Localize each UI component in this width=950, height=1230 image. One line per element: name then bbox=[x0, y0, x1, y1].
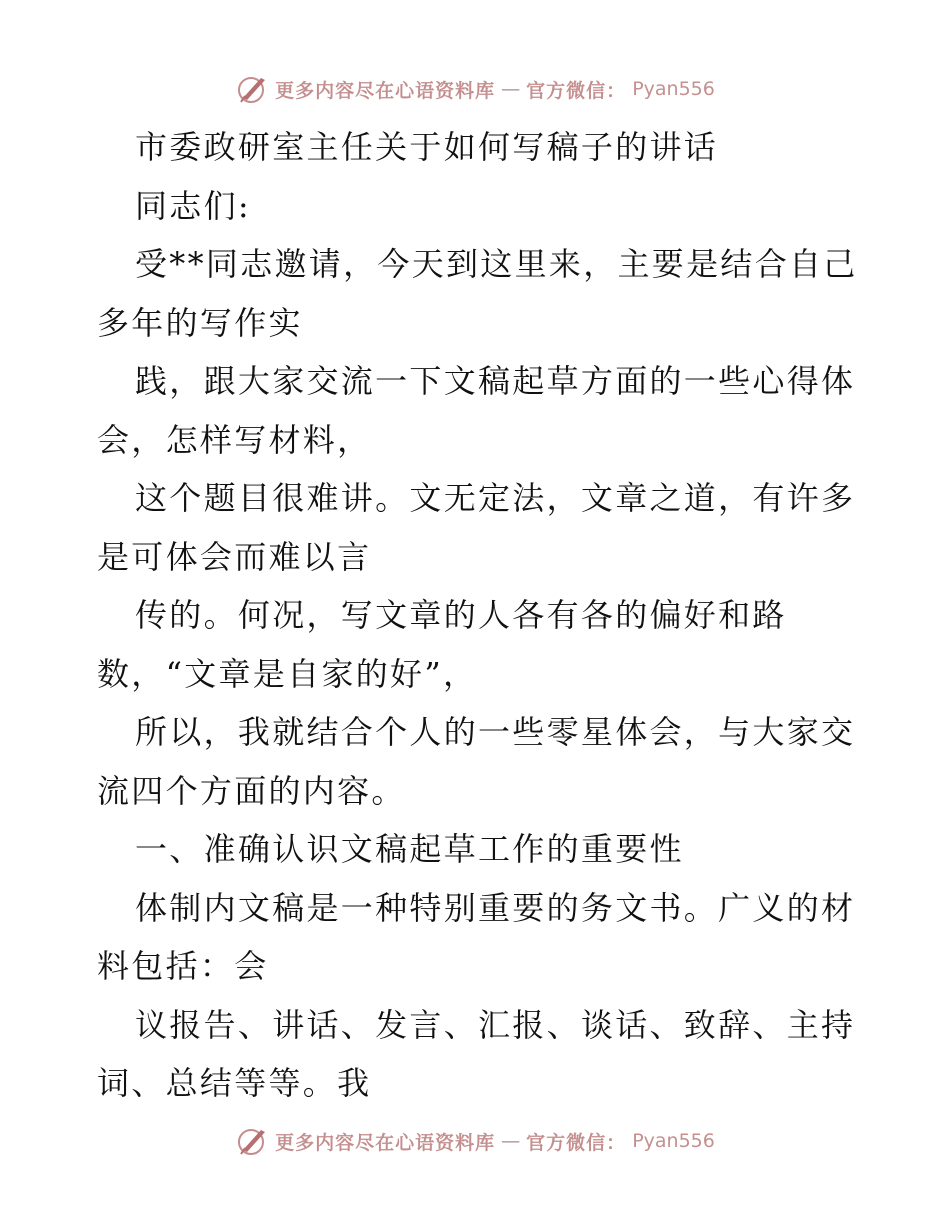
paragraph-line: 词、总结等等。我 bbox=[97, 1064, 372, 1102]
quill-pen-circle-icon bbox=[235, 1124, 269, 1158]
header-watermark bbox=[0, 72, 950, 106]
paragraph-line: 传的。何况，写文章的人各有各的偏好和路 bbox=[135, 596, 787, 634]
paragraph-line: 多年的写作实 bbox=[97, 303, 303, 342]
footer-watermark bbox=[0, 1124, 950, 1158]
paragraph-line: 会，怎样写材料， bbox=[97, 420, 372, 459]
paragraph-line: 这个题目很难讲。文无定法，文章之道，有许多 bbox=[135, 479, 856, 517]
watermark-separator: — bbox=[501, 1130, 521, 1152]
paragraph-line: 流四个方面的内容。 bbox=[97, 771, 406, 810]
watermark-account-label: 官方微信： bbox=[526, 1131, 627, 1154]
document-body bbox=[97, 118, 857, 1113]
paragraph-line: 议报告、讲话、发言、汇报、谈话、致辞、主持 bbox=[135, 1005, 856, 1044]
watermark-account: Pyan556 bbox=[632, 1130, 715, 1152]
paragraph-line: 所以，我就结合个人的一些零星体会，与大家交 bbox=[135, 713, 856, 751]
watermark-account-label: 官方微信： bbox=[526, 79, 627, 102]
paragraph-line: 数，“文章是自家的好”， bbox=[97, 654, 478, 693]
paragraph-line: 是可体会而难以言 bbox=[97, 537, 372, 576]
paragraph-line: 践，跟大家交流一下文稿起草方面的一些心得体 bbox=[135, 362, 856, 400]
quill-pen-circle-icon bbox=[235, 72, 269, 106]
document-title: 市委政研室主任关于如何写稿子的讲话 bbox=[135, 128, 719, 166]
salutation: 同志们: bbox=[135, 186, 251, 225]
watermark-brand: 更多内容尽在心语资料库 bbox=[275, 1131, 496, 1154]
section-heading: 一、准确认识文稿起草工作的重要性 bbox=[135, 830, 684, 868]
paragraph-line: 体制内文稿是一种特别重要的务文书。广义的材 bbox=[135, 888, 856, 927]
paragraph-line: 受**同志邀请，今天到这里来，主要是结合自己 bbox=[135, 245, 858, 283]
watermark-account: Pyan556 bbox=[632, 78, 715, 100]
paragraph-line: 料包括：会 bbox=[97, 947, 269, 985]
watermark-brand: 更多内容尽在心语资料库 bbox=[275, 79, 496, 102]
watermark-separator: — bbox=[501, 78, 521, 100]
